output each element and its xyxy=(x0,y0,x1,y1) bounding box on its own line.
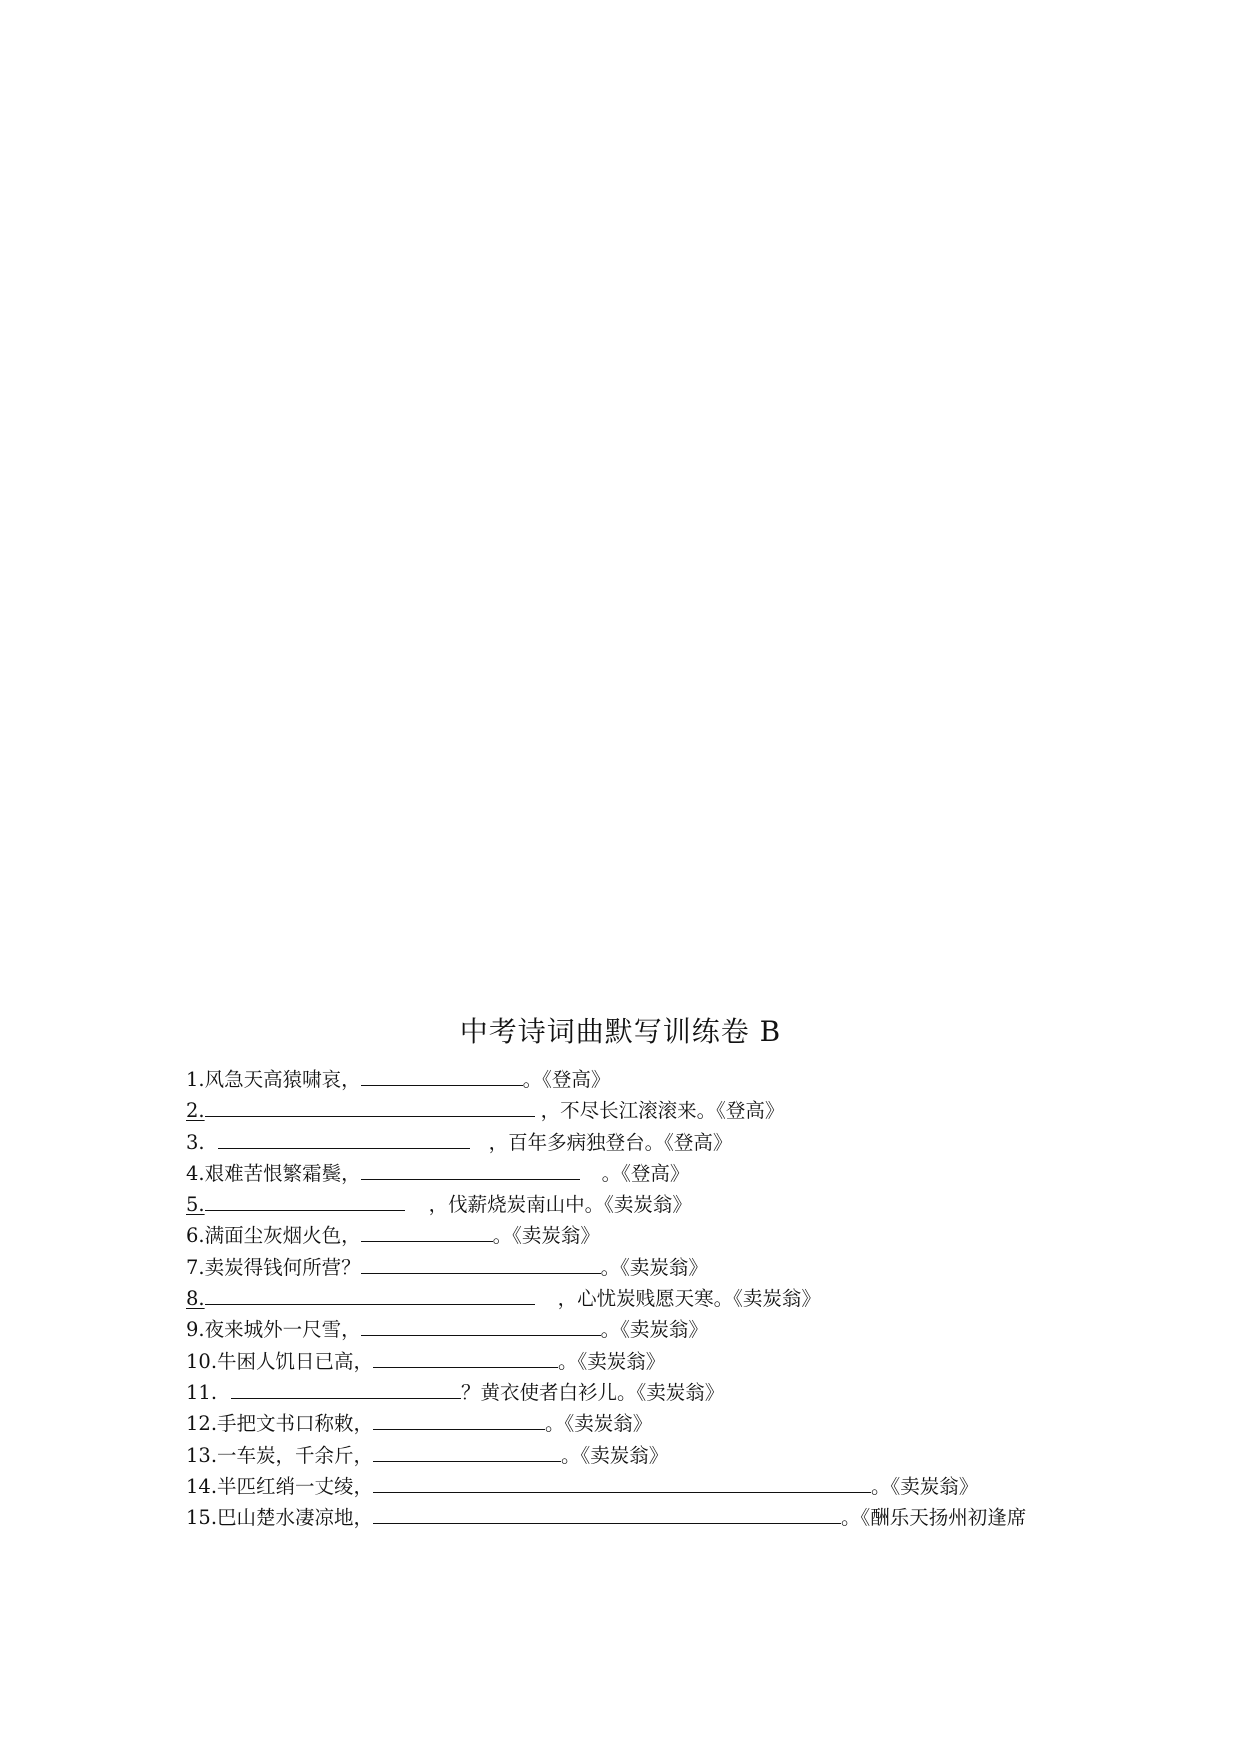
question-suffix: ，不尽长江滚滚来。《登高》 xyxy=(540,1099,785,1123)
question-prompt: 一车炭，千余斤， xyxy=(217,1443,374,1467)
question-number: 8. xyxy=(186,1287,205,1311)
question-suffix: 。《卖炭翁》 xyxy=(558,1349,666,1373)
question-number: 14. xyxy=(186,1474,218,1498)
question-8 xyxy=(186,1282,1066,1313)
question-11 xyxy=(186,1376,1066,1407)
question-suffix: 。《卖炭翁》 xyxy=(871,1474,979,1498)
question-list xyxy=(186,1063,1066,1532)
question-prompt: 巴山楚水凄凉地， xyxy=(217,1506,374,1530)
question-number: 6. xyxy=(186,1224,205,1248)
answer-blank[interactable] xyxy=(373,1407,545,1430)
question-4 xyxy=(186,1157,1066,1188)
answer-blank[interactable] xyxy=(361,1219,493,1242)
question-number: 5. xyxy=(186,1193,205,1217)
question-1 xyxy=(186,1063,1066,1094)
question-suffix: 。《卖炭翁》 xyxy=(561,1443,669,1467)
answer-blank[interactable] xyxy=(373,1345,558,1368)
answer-blank[interactable] xyxy=(205,1094,535,1117)
question-number: 15. xyxy=(186,1506,218,1530)
question-15 xyxy=(186,1501,1066,1532)
question-13 xyxy=(186,1439,1066,1470)
question-2 xyxy=(186,1094,1066,1125)
answer-blank[interactable] xyxy=(205,1188,405,1211)
answer-blank[interactable] xyxy=(218,1126,470,1149)
question-prompt: 牛困人饥日已高， xyxy=(217,1349,374,1373)
answer-blank[interactable] xyxy=(373,1470,871,1493)
answer-blank[interactable] xyxy=(361,1063,523,1086)
question-suffix: 。《登高》 xyxy=(522,1068,611,1091)
answer-blank[interactable] xyxy=(361,1251,601,1274)
question-prompt: 手把文书口称敕， xyxy=(217,1412,374,1436)
question-number: 2. xyxy=(186,1099,205,1123)
question-14 xyxy=(186,1470,1066,1501)
question-12 xyxy=(186,1407,1066,1438)
question-number: 9. xyxy=(186,1318,205,1342)
question-3 xyxy=(186,1126,1066,1157)
question-prompt: 风急天高猿啸哀， xyxy=(204,1068,361,1091)
question-prompt: 满面尘灰烟火色， xyxy=(204,1224,361,1248)
question-prompt: 卖炭得钱何所营？ xyxy=(204,1255,361,1279)
question-6 xyxy=(186,1219,1066,1250)
question-number: 12. xyxy=(186,1412,218,1436)
question-5 xyxy=(186,1188,1066,1219)
question-number: 4. xyxy=(186,1161,205,1185)
answer-blank[interactable] xyxy=(373,1501,841,1524)
question-number: 7. xyxy=(186,1255,205,1279)
question-suffix: 。《卖炭翁》 xyxy=(545,1412,653,1436)
answer-blank[interactable] xyxy=(205,1282,535,1305)
question-suffix: 。《卖炭翁》 xyxy=(600,1255,708,1279)
question-prompt: 半匹红绡一丈绫， xyxy=(217,1474,374,1498)
question-suffix: ？黄衣使者白衫儿。《卖炭翁》 xyxy=(461,1380,725,1404)
question-10 xyxy=(186,1345,1066,1376)
question-number: 1. xyxy=(186,1068,205,1091)
question-suffix: ，伐薪烧炭南山中。《卖炭翁》 xyxy=(428,1193,692,1217)
question-suffix: ，百年多病独登台。《登高》 xyxy=(488,1130,733,1154)
question-suffix: ，心忧炭贱愿天寒。《卖炭翁》 xyxy=(557,1287,821,1311)
question-9 xyxy=(186,1313,1066,1344)
question-suffix: 。《卖炭翁》 xyxy=(600,1318,708,1342)
answer-blank[interactable] xyxy=(361,1157,580,1180)
question-number: 11. xyxy=(186,1380,218,1404)
question-7 xyxy=(186,1251,1066,1282)
question-suffix: 。《卖炭翁》 xyxy=(492,1224,600,1248)
question-number: 13. xyxy=(186,1443,218,1467)
page-title: 中考诗词曲默写训练卷 B xyxy=(459,1015,782,1048)
question-prompt: 艰难苦恨繁霜鬓， xyxy=(204,1161,361,1185)
question-suffix: 。《登高》 xyxy=(601,1161,690,1185)
answer-blank[interactable] xyxy=(361,1313,601,1336)
question-number: 10. xyxy=(186,1349,218,1373)
question-number: 3. xyxy=(186,1130,205,1154)
answer-blank[interactable] xyxy=(373,1439,561,1462)
answer-blank[interactable] xyxy=(231,1376,461,1399)
question-prompt: 夜来城外一尺雪， xyxy=(204,1318,361,1342)
question-suffix: 。《酬乐天扬州初逢席 xyxy=(841,1506,1027,1530)
